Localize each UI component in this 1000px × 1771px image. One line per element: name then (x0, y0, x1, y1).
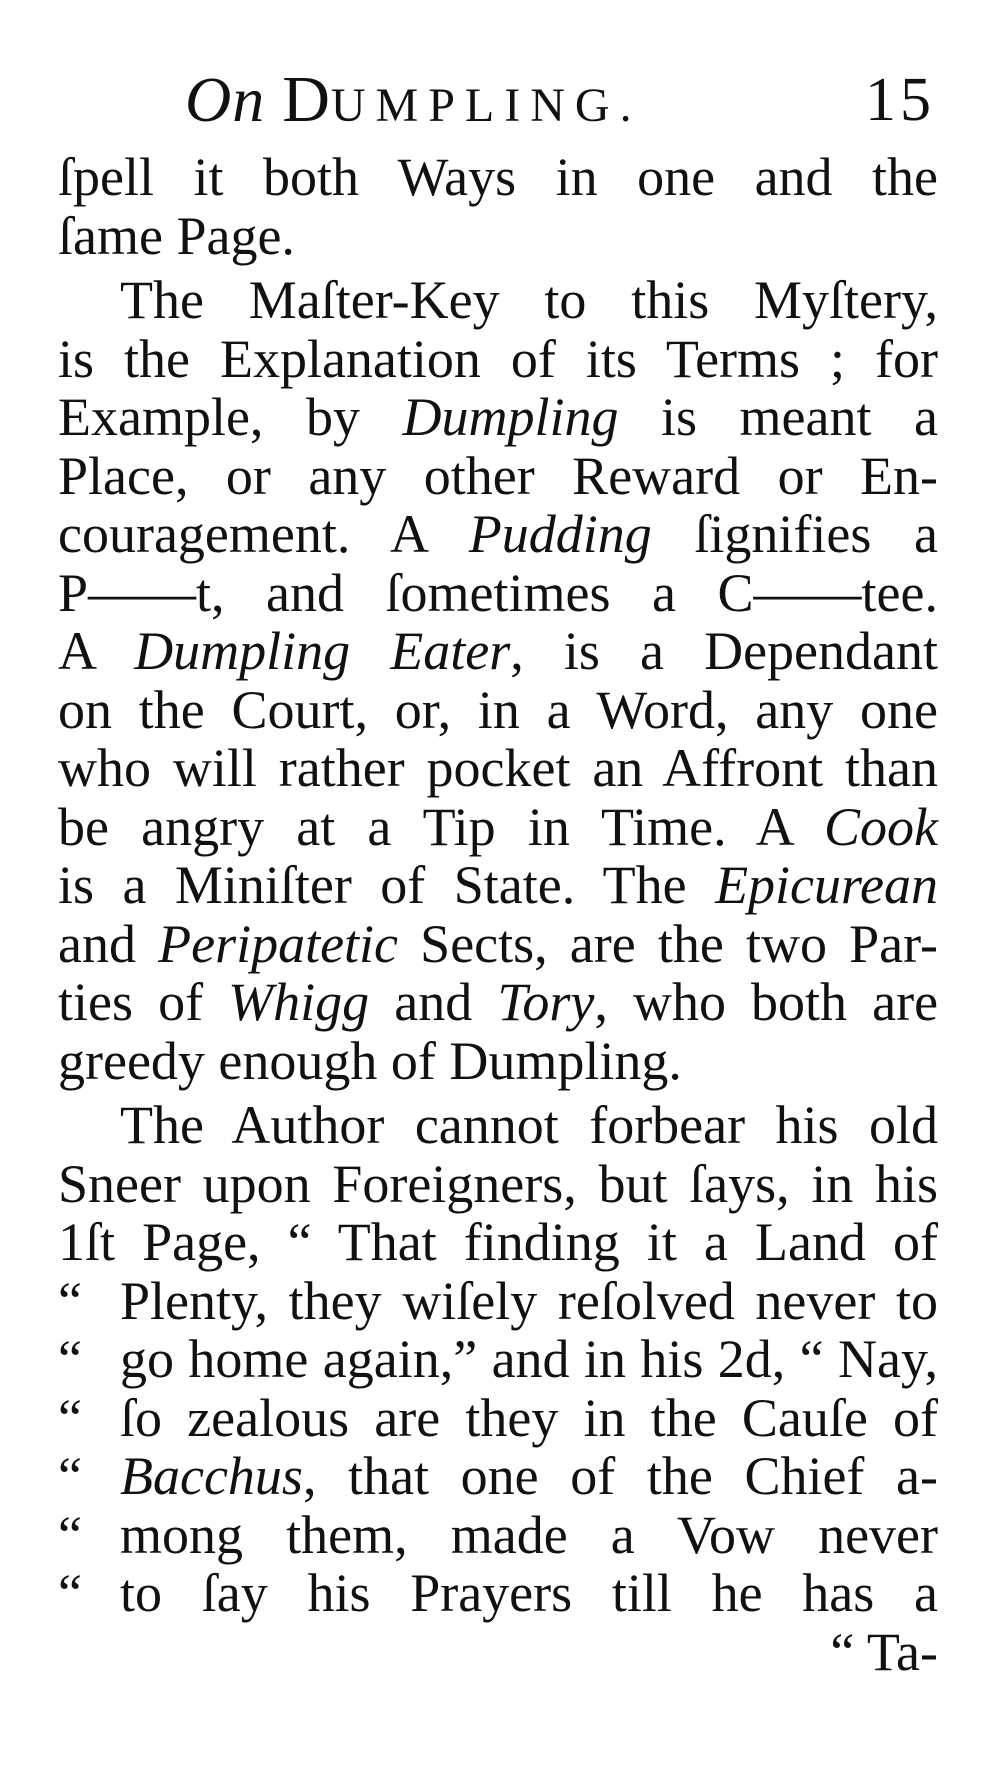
text-line: on the Court, or, in a Word, any one (58, 679, 938, 740)
italic-term: Tory (497, 972, 595, 1032)
text-segment: ſo zealous are they in the Cauſe of (120, 1387, 938, 1448)
running-head (185, 60, 642, 146)
text-segment: , that one of the Chief a- (302, 1446, 938, 1506)
text-line (58, 1447, 938, 1506)
italic-term: Dumpling Eater (134, 621, 511, 681)
quote-mark: “ (58, 1504, 82, 1565)
text-line (58, 1564, 938, 1623)
text-segment: is a Miniſter of State. The (58, 855, 687, 915)
text-line (58, 798, 938, 857)
running-head-on: On (185, 64, 266, 135)
text-line: 1ſt Page, “ That finding it a Land of (58, 1212, 938, 1272)
text-segment: to ſay his Prayers till he has a (120, 1563, 938, 1623)
quote-mark: “ (58, 1329, 82, 1389)
page-header (185, 60, 935, 140)
italic-term: Cook (824, 796, 939, 857)
text-segment: go home again,” and in his 2d, “ Nay, (120, 1329, 938, 1389)
italic-term: Whigg (228, 972, 370, 1032)
text-line: ſame Page. (58, 205, 295, 266)
page-number: 15 (865, 66, 935, 134)
text-segment: and (394, 972, 473, 1032)
text-line: is the Explanation of its Terms ; for (58, 328, 938, 389)
text-line: Sneer upon Foreigners, but ſays, in his (58, 1153, 938, 1214)
quote-mark: “ (58, 1387, 82, 1448)
text-line: greedy enough of Dumpling. (58, 1030, 682, 1091)
quote-mark: “ (58, 1563, 82, 1623)
text-segment: , is a Dependant (510, 621, 938, 681)
italic-term: Bacchus (120, 1446, 303, 1506)
text-line: ſpell it both Ways in one and the (58, 147, 938, 207)
text-segment: Example, by (58, 387, 360, 447)
italic-term: Peripatetic (158, 913, 399, 974)
text-line (58, 915, 938, 974)
quote-mark: “ (58, 1446, 82, 1506)
text-line (58, 388, 938, 447)
text-segment: is meant a (661, 387, 938, 447)
text-line: The Author cannot forbear his old (120, 1095, 938, 1155)
text-segment: mong them, made a Vow never (120, 1504, 938, 1565)
body-text (58, 148, 938, 1681)
text-line (58, 1389, 938, 1448)
text-line (58, 1272, 938, 1331)
italic-term: Pudding (468, 504, 652, 564)
catchword: “ Ta- (830, 1621, 938, 1682)
quote-mark: “ (58, 1270, 82, 1331)
text-line (58, 1330, 938, 1389)
running-head-rest: UMPLING. (330, 79, 642, 132)
text-line (58, 505, 938, 564)
text-line (58, 1506, 938, 1565)
text-segment: and (58, 913, 136, 974)
text-line: who will rather pocket an Affront than (58, 738, 938, 798)
text-segment: ſignifies a (694, 504, 939, 564)
text-segment: Plenty, they wiſely reſolved never to (120, 1270, 938, 1331)
text-segment: couragement. A (58, 504, 427, 564)
text-segment: ties of (58, 972, 204, 1032)
italic-term: Epicurean (715, 855, 938, 915)
text-line (58, 856, 938, 915)
italic-term: Dumpling (402, 387, 619, 447)
running-head-initial: D (282, 63, 331, 136)
text-line (58, 973, 938, 1032)
text-segment: be angry at a Tip in Time. A (58, 796, 792, 857)
text-line: Place, or any other Reward or En- (58, 445, 938, 506)
text-line (58, 622, 938, 681)
text-segment: Sects, are the two Par- (420, 913, 938, 974)
text-line: P——t, and ſometimes a C——tee. (58, 562, 938, 623)
text-segment: A (58, 621, 95, 681)
text-segment: , who both are (594, 972, 939, 1032)
text-line: The Maſter-Key to this Myſtery, (120, 270, 938, 330)
